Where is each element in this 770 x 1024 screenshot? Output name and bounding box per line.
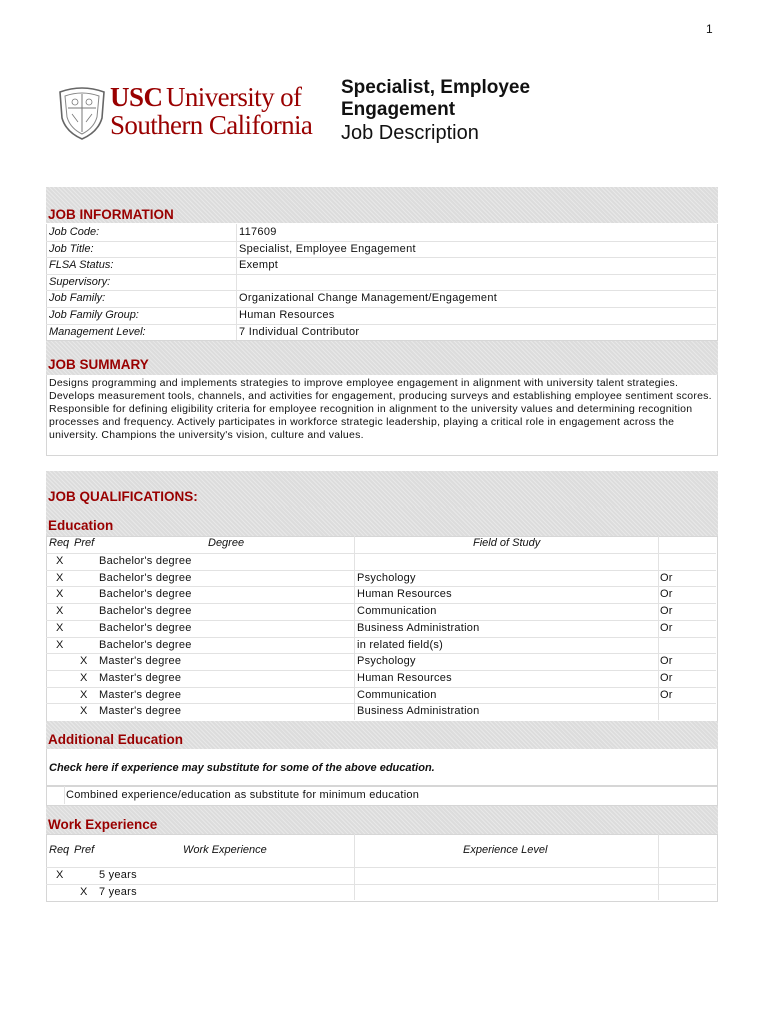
education-heading: Education xyxy=(48,518,114,533)
job-information-heading: JOB INFORMATION xyxy=(48,207,174,222)
edu-col-req: Req xyxy=(49,537,70,549)
edu-field: Human Resources xyxy=(357,671,452,684)
row-divider xyxy=(46,867,716,868)
edu-field: Psychology xyxy=(357,571,416,584)
edu-degree: Bachelor's degree xyxy=(99,588,192,601)
edu-field: Psychology xyxy=(357,655,416,668)
edu-degree: Master's degree xyxy=(99,705,182,718)
edu-col-field: Field of Study xyxy=(473,537,541,549)
row-divider xyxy=(46,241,716,242)
job-info-value: 7 Individual Contributor xyxy=(239,325,360,338)
substitute-check-label: Check here if experience may substitute for some of the above education. xyxy=(49,762,435,774)
edu-or: Or xyxy=(660,571,673,584)
education-band xyxy=(46,507,718,537)
substitute-text: Combined experience/education as substitute for minimum education xyxy=(66,789,420,801)
edu-field: in related field(s) xyxy=(357,638,444,651)
edu-pref-mark: X xyxy=(80,655,88,668)
row-divider xyxy=(46,620,716,621)
logo-university-text: University of xyxy=(166,82,302,112)
edu-req-mark: X xyxy=(56,588,64,601)
job-info-value: Human Resources xyxy=(239,309,335,321)
work-col-pref: Pref xyxy=(74,844,95,856)
work-col-experience: Work Experience xyxy=(183,844,267,856)
work-experience-value: 7 years xyxy=(99,886,137,898)
edu-field: Human Resources xyxy=(357,588,452,601)
additional-education-heading: Additional Education xyxy=(48,732,183,747)
edu-req-mark: X xyxy=(56,605,64,618)
job-info-label: Job Code: xyxy=(49,226,100,238)
row-divider xyxy=(46,653,716,654)
logo-usc-text: USC xyxy=(110,82,163,112)
row-divider xyxy=(46,603,716,604)
row-divider xyxy=(46,290,716,291)
work-experience-table xyxy=(46,834,718,902)
edu-pref-mark: X xyxy=(80,671,88,684)
job-info-label: FLSA Status: xyxy=(49,259,114,272)
job-info-label: Management Level: xyxy=(49,325,146,338)
edu-or: Or xyxy=(660,588,673,601)
edu-req-mark: X xyxy=(56,571,64,584)
page-number: 1 xyxy=(706,22,713,36)
edu-degree: Master's degree xyxy=(99,655,182,668)
row-divider xyxy=(46,570,716,571)
job-summary-heading: JOB SUMMARY xyxy=(48,357,149,372)
logo-southern-california-text: Southern California xyxy=(110,110,313,140)
qualifications-heading: JOB QUALIFICATIONS: xyxy=(48,489,198,504)
row-divider xyxy=(46,703,716,704)
edu-degree: Bachelor's degree xyxy=(99,571,192,584)
row-divider xyxy=(46,274,716,275)
edu-req-mark: X xyxy=(56,555,64,567)
job-info-label: Job Family Group: xyxy=(49,309,139,321)
row-divider xyxy=(46,586,716,587)
edu-field: Business Administration xyxy=(357,705,480,718)
usc-logo xyxy=(56,84,328,142)
work-experience-value: 5 years xyxy=(99,869,137,881)
usc-seal-icon xyxy=(56,84,108,140)
edu-col-degree: Degree xyxy=(208,537,245,549)
edu-degree: Bachelor's degree xyxy=(99,638,192,651)
edu-or: Or xyxy=(660,671,673,684)
job-info-value: Exempt xyxy=(239,259,279,272)
row-divider xyxy=(46,257,716,258)
job-info-value: Specialist, Employee Engagement xyxy=(239,242,416,255)
edu-pref-mark: X xyxy=(80,688,88,701)
job-info-label: Supervisory: xyxy=(49,275,111,288)
work-col-req: Req xyxy=(49,844,70,856)
edu-or: Or xyxy=(660,605,673,618)
work-req-mark: X xyxy=(56,869,64,881)
edu-degree: Master's degree xyxy=(99,671,182,684)
job-info-value: 117609 xyxy=(239,226,277,238)
row-divider xyxy=(46,324,716,325)
edu-field: Business Administration xyxy=(357,621,480,634)
job-description-subtitle: Job Description xyxy=(341,122,479,144)
edu-degree: Bachelor's degree xyxy=(99,621,192,634)
job-info-label: Job Family: xyxy=(49,292,106,305)
row-divider xyxy=(46,307,716,308)
edu-req-mark: X xyxy=(56,638,64,651)
edu-degree: Bachelor's degree xyxy=(99,555,192,567)
edu-req-mark: X xyxy=(56,621,64,634)
edu-pref-mark: X xyxy=(80,705,88,718)
row-divider xyxy=(46,884,716,885)
edu-field: Communication xyxy=(357,688,437,701)
work-pref-mark: X xyxy=(80,886,88,898)
job-summary-text: Designs programming and implements strategies to improve employee engagement in alignment with university talent strategies. Develops measurement tools, channels, and activities for engagement, producing surveys and establishing employee sentiment scores. Responsible for defining eligibility criteria for employee recognition in alignment to the university values and determining recognition processes and frequency. Actively participates in workforce strategic leadership, playing a critical role in engagement across the university. Champions the university's vision, culture and values. xyxy=(49,377,712,442)
work-experience-heading: Work Experience xyxy=(48,817,158,832)
edu-or: Or xyxy=(660,688,673,701)
job-info-value: Organizational Change Management/Engagement xyxy=(239,292,498,305)
edu-degree: Master's degree xyxy=(99,688,182,701)
edu-or: Or xyxy=(660,621,673,634)
row-divider xyxy=(46,553,716,554)
row-divider xyxy=(46,637,716,638)
row-divider xyxy=(46,670,716,671)
work-col-level: Experience Level xyxy=(463,844,548,856)
edu-col-pref: Pref xyxy=(74,537,95,549)
row-divider xyxy=(46,687,716,688)
edu-degree: Bachelor's degree xyxy=(99,605,192,618)
edu-or: Or xyxy=(660,655,673,668)
edu-field: Communication xyxy=(357,605,437,618)
job-title-heading: Specialist, Employee Engagement xyxy=(341,77,531,120)
job-info-label: Job Title: xyxy=(49,242,94,255)
